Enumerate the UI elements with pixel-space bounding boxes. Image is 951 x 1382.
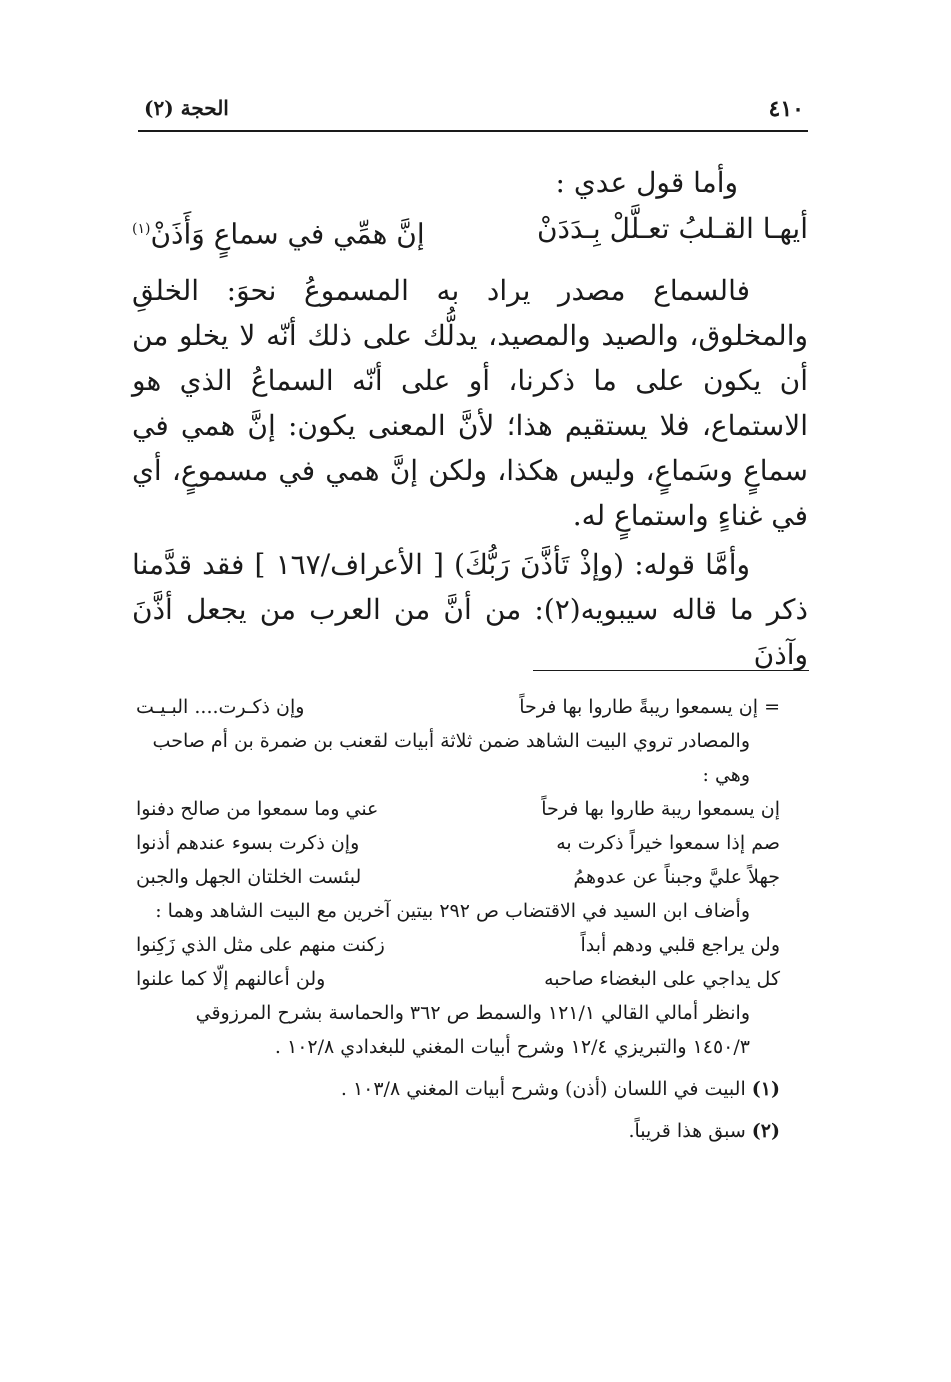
note-line-1: والمصادر تروي البيت الشاهد ضمن ثلاثة أبيات لقعنب بن ضمرة بن أم صاحب وهي :	[152, 730, 750, 786]
poem2-verse	[136, 962, 780, 996]
poetry-verse	[132, 205, 808, 258]
footnote-2	[136, 1114, 780, 1148]
poem1-verse-3a: جهلاً عليَّ وجبناً عن عدوهمُ	[573, 866, 780, 888]
footnote-ref-1: (١)	[132, 221, 151, 237]
continued-verse-first: = إن يسمعوا ريبةً طاروا بها فرحاً	[519, 696, 780, 718]
continued-verse-second: وإن ذكـرت.... البـيـت	[136, 696, 305, 718]
page-header	[138, 96, 808, 132]
poem1-verse-3b: لبئست الخلتان الجهل والجبن	[136, 866, 362, 888]
poem2-verse-2b: ولن أعالنهم إلّا كما علنوا	[136, 968, 326, 990]
poem1-verse-2a: صم إذا سمعوا خيراً ذكرت به	[556, 832, 780, 854]
verse-second-text: إنَّ همِّي في سماعٍ وَأَذَنْ	[150, 217, 425, 251]
poem1-verse	[136, 792, 780, 826]
verse-second-hemistich	[132, 205, 425, 258]
paragraph-1: فالسماع مصدر يراد به المسموعُ نحوَ: الخلقِ والمخلوق، والصيد والمصيد، يدلُّك على ذلك أنّه لا يخلو من أن يكون على ما ذكرنا، أو على أنّه السماعُ الذي هو الاستماع، فلا يستقيم هذا؛ لأنَّ المعنى يكون: إنَّ همي في سماعٍ وسَماعٍ، وليس هكذا، ولكن إنَّ همي في مسموعٍ، أي في غناءٍ واستماعٍ له.	[132, 274, 808, 533]
poem1-verse	[136, 826, 780, 860]
poem1-verse-1a: إن يسمعوا ريبة طاروا بها فرحاً	[541, 798, 780, 820]
poem2-verse	[136, 928, 780, 962]
verse-first-hemistich: أيهـا القـلبُ تعـلَّلْ بِـدَدَنْ	[536, 212, 808, 245]
page-number: ٤١٠	[768, 96, 804, 122]
verse-intro: وأما قول عدي :	[555, 166, 738, 199]
poem2-verse-1a: ولن يراجع قلبي ودهم أبداً	[580, 934, 780, 956]
poem1-verse	[136, 860, 780, 894]
note-line-3: وانظر أمالي القالي ١٢١/١ والسمط ص ٣٦٢ والحماسة بشرح المرزوقي ١٤٥٠/٣ والتبريزي ١٢/٤ وشرح أبيات المغني للبغدادي ١٠٢/٨ .	[195, 1002, 750, 1058]
footnote-2-text: سبق هذا قريباً.	[628, 1120, 746, 1142]
footnote-1	[136, 1072, 780, 1106]
running-title: الحجة (٢)	[144, 96, 229, 120]
poem2-verse-1b: زكنت منهم على مثل الذي زَكِنوا	[136, 934, 385, 956]
poem1-verse-1b: عني وما سمعوا من صالح دفنوا	[136, 798, 379, 820]
note-line-2: وأضاف ابن السيد في الاقتضاب ص ٢٩٢ بيتين آخرين مع البيت الشاهد وهما :	[155, 900, 750, 922]
poem1-verse-2b: وإن ذكرت بسوء عندهم أذنوا	[136, 832, 360, 854]
paragraph-2: وأمَّا قوله: (وإذْ تَأذَّنَ رَبُّكَ) [ الأعراف/١٦٧ ] فقد قدَّمنا ذكر ما قاله سيبويه(٢): من أنَّ من العرب من يجعل أذَّنَ وآذنَ	[132, 548, 808, 672]
footnote-separator	[533, 670, 809, 671]
footnotes	[136, 690, 780, 1148]
continued-verse	[136, 690, 780, 724]
footnote-1-text: البيت في اللسان (أذن) وشرح أبيات المغني ١٠٣/٨ .	[340, 1078, 746, 1100]
main-text	[132, 160, 808, 677]
poem2-verse-2a: كل يداجي على البغضاء صاحبه	[544, 968, 780, 990]
footnote-1-number: (١)	[751, 1078, 780, 1100]
footnote-2-number: (٢)	[751, 1120, 780, 1142]
